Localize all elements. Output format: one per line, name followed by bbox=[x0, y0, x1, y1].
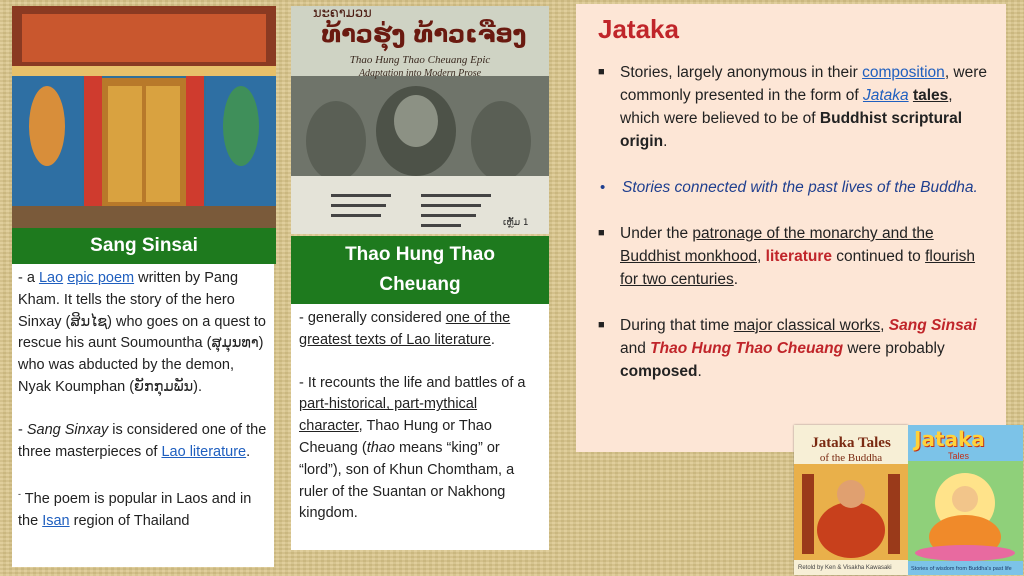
book2-subtitle: Tales bbox=[948, 451, 970, 461]
lao-link[interactable]: Lao bbox=[38, 270, 64, 286]
thao-hung-cover-image bbox=[291, 6, 549, 234]
sang-sinsai-description bbox=[12, 264, 274, 567]
jataka-tales-book-cover bbox=[794, 425, 908, 575]
jataka-bullet-4: ■ During that time major classical works, Sang Sinsai and Thao Hung Thao Cheuang were probably composed. bbox=[590, 314, 992, 383]
jataka-bullet-2: • Stories connected with the past lives of the Buddha. bbox=[590, 176, 992, 199]
book1-title: Jataka Tales bbox=[811, 435, 891, 451]
sang-sinsai-header: Sang Sinsai bbox=[12, 228, 276, 264]
thao-paragraph-2: - It recounts the life and battles of a part-historical, part-mythical character, Thao Hung or Thao Cheuang (thao means “king” or “lord”), son of Khun Chomtham, a ruler of the Suantan or Nakhong kingdom. bbox=[299, 374, 526, 522]
cover-volume: ເຫຼັ້ມ 1 bbox=[503, 218, 529, 228]
jataka-bullet-1: ■ Stories, largely anonymous in their composition, were commonly presented in the form of Jataka tales, which were believed to be of Buddhist scriptural origin. bbox=[590, 61, 992, 153]
thao-hung-description bbox=[291, 304, 549, 550]
thao-hung-header: Thao Hung Thao Cheuang bbox=[291, 236, 549, 304]
monk-illustration bbox=[794, 464, 908, 560]
epic-poem-link[interactable]: epic poem bbox=[67, 270, 135, 286]
square-bullet-icon: ■ bbox=[598, 66, 605, 78]
lao-literature-link[interactable]: Lao literature bbox=[161, 443, 247, 460]
jataka-bullet-3: ■ Under the patronage of the monarchy and the Buddhist monkhood, literature continued to flourish for two centuries. bbox=[590, 222, 992, 291]
sang-paragraph-1: - a Lao epic poem written by Pang Kham. It tells the story of the hero Sinxay (ສິນໄຊ) who goes on a quest to rescue his aunt Soumountha (ສຸມຸນທາ) who was abducted by the demon, Nyak Koumphan (ຍັກກຸມພັນ). bbox=[18, 270, 266, 395]
round-bullet-icon: • bbox=[600, 179, 606, 196]
book1-subtitle: of the Buddha bbox=[819, 452, 883, 464]
square-bullet-icon: ■ bbox=[598, 227, 605, 239]
isan-link[interactable]: Isan bbox=[42, 513, 70, 529]
jataka-title: Jataka bbox=[598, 14, 679, 44]
book1-footer: Retold by Ken & Visakha Kawasaki bbox=[798, 565, 892, 571]
book2-footer: Stories of wisdom from Buddha's past life bbox=[911, 566, 1012, 572]
sang-paragraph-3: - The poem is popular in Laos and in the Isan region of Thailand bbox=[18, 489, 252, 529]
jataka-kids-book-cover bbox=[908, 425, 1023, 575]
sang-paragraph-2: - Sang Sinxay is considered one of the three masterpieces of Lao literature. bbox=[18, 421, 267, 460]
composition-link[interactable]: composition bbox=[862, 64, 945, 81]
cover-lao-top: ນະຄາມວນ bbox=[313, 6, 372, 21]
cover-subtitle-2: Adaptation into Modern Prose bbox=[358, 68, 482, 79]
cover-lao-title: ທ້າວຮຸ່ງ ທ້າວເຈືອງ bbox=[321, 20, 527, 48]
thao-paragraph-1: - generally considered one of the greatest texts of Lao literature. bbox=[299, 310, 511, 348]
square-bullet-icon: ■ bbox=[598, 319, 605, 331]
cover-subtitle: Thao Hung Thao Cheuang Epic bbox=[349, 54, 491, 66]
jataka-panel bbox=[576, 4, 1006, 452]
buddha-illustration bbox=[908, 461, 1023, 561]
temple-mural-image bbox=[12, 6, 276, 228]
book2-title: Jataka bbox=[914, 427, 985, 451]
jataka-link[interactable]: Jataka bbox=[862, 87, 909, 104]
